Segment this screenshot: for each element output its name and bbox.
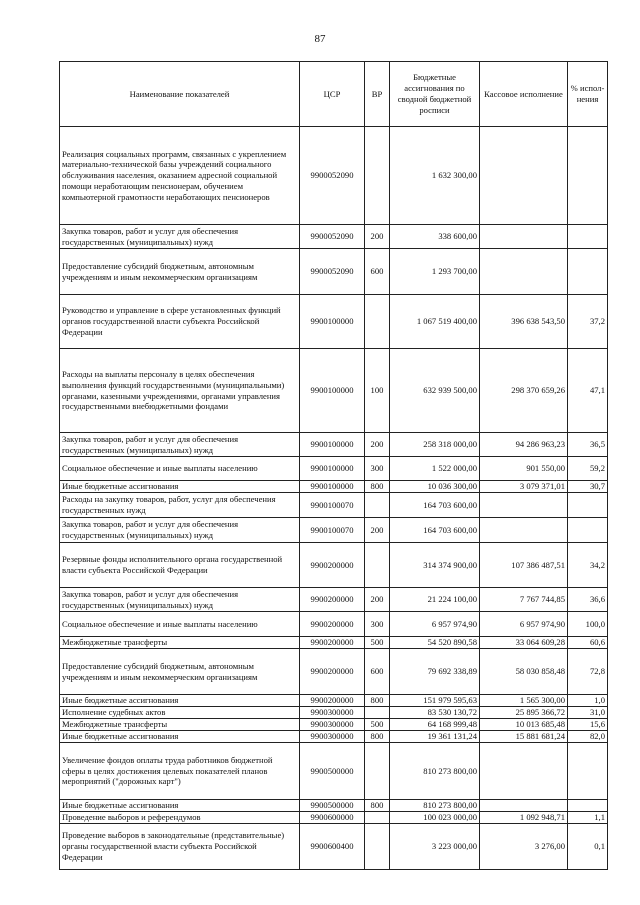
cell-name: Руководство и управление в сфере установленных функций органов государственной власти субъекта Российской Федерации [60, 295, 300, 349]
cell-name: Увеличение фондов оплаты труда работников бюджетной сферы в целях достижения целевых показателей планов мероприятий ("дорожных карт") [60, 743, 300, 800]
cell-csr: 9900500000 [300, 800, 365, 812]
cell-name: Расходы на выплаты персоналу в целях обеспечения выполнения функций государственными (муниципальными) органами, казенными учреждениями, органами управления государственными внебюджетными фондами [60, 349, 300, 433]
cell-percent: 31,0 [568, 707, 608, 719]
cell-csr: 9900200000 [300, 588, 365, 612]
cell-percent: 1,0 [568, 695, 608, 707]
cell-executed: 298 370 659,26 [480, 349, 568, 433]
cell-percent: 37,2 [568, 295, 608, 349]
budget-table [59, 61, 608, 870]
table-header-row [60, 62, 608, 127]
cell-executed [480, 493, 568, 518]
cell-percent: 72,8 [568, 649, 608, 695]
cell-csr: 9900500000 [300, 743, 365, 800]
cell-csr: 9900052090 [300, 225, 365, 249]
cell-csr: 9900052090 [300, 249, 365, 295]
cell-csr: 9900100000 [300, 457, 365, 481]
cell-vr [365, 127, 390, 225]
header-name: Наименование показателей [60, 62, 300, 127]
table-row [60, 249, 608, 295]
cell-csr: 9900200000 [300, 695, 365, 707]
cell-vr: 600 [365, 249, 390, 295]
cell-name: Расходы на закупку товаров, работ, услуг для обеспечения государственных нужд [60, 493, 300, 518]
cell-percent: 34,2 [568, 543, 608, 588]
cell-assigned: 10 036 300,00 [390, 481, 480, 493]
table-row [60, 518, 608, 543]
cell-executed: 15 881 681,24 [480, 731, 568, 743]
cell-executed: 396 638 543,50 [480, 295, 568, 349]
cell-percent: 0,1 [568, 824, 608, 870]
table-row [60, 637, 608, 649]
cell-name: Закупка товаров, работ и услуг для обеспечения государственных (муниципальных) нужд [60, 588, 300, 612]
cell-vr: 800 [365, 731, 390, 743]
cell-name: Закупка товаров, работ и услуг для обеспечения государственных (муниципальных) нужд [60, 518, 300, 543]
cell-executed: 1 092 948,71 [480, 812, 568, 824]
cell-assigned: 54 520 890,58 [390, 637, 480, 649]
cell-assigned: 21 224 100,00 [390, 588, 480, 612]
cell-name: Межбюджетные трансферты [60, 637, 300, 649]
cell-name: Резервные фонды исполнительного органа государственной власти субъекта Российской Федерации [60, 543, 300, 588]
cell-assigned: 258 318 000,00 [390, 433, 480, 457]
cell-percent: 36,6 [568, 588, 608, 612]
cell-assigned: 3 223 000,00 [390, 824, 480, 870]
cell-assigned: 338 600,00 [390, 225, 480, 249]
cell-name: Иные бюджетные ассигнования [60, 731, 300, 743]
cell-csr: 9900600000 [300, 812, 365, 824]
cell-vr: 200 [365, 225, 390, 249]
cell-executed [480, 225, 568, 249]
table-row [60, 707, 608, 719]
cell-assigned: 164 703 600,00 [390, 493, 480, 518]
cell-vr: 200 [365, 588, 390, 612]
cell-executed: 1 565 300,00 [480, 695, 568, 707]
cell-name: Реализация социальных программ, связанных с укреплением материально-технической базы учреждений социального обслуживания населения, оказанием адресной социальной помощи неработающим пенсионерам, обучением компьютерной грамотности неработающих пенсионеров [60, 127, 300, 225]
cell-assigned: 632 939 500,00 [390, 349, 480, 433]
cell-executed [480, 743, 568, 800]
table-row [60, 812, 608, 824]
cell-assigned: 1 522 000,00 [390, 457, 480, 481]
cell-assigned: 79 692 338,89 [390, 649, 480, 695]
cell-assigned: 6 957 974,90 [390, 612, 480, 637]
table-row [60, 743, 608, 800]
cell-vr: 800 [365, 481, 390, 493]
table-row [60, 695, 608, 707]
cell-executed: 33 064 609,28 [480, 637, 568, 649]
cell-csr: 9900100000 [300, 295, 365, 349]
cell-name: Проведение выборов и референдумов [60, 812, 300, 824]
cell-executed: 25 895 366,72 [480, 707, 568, 719]
page-number: 87 [314, 33, 326, 45]
cell-csr: 9900100000 [300, 349, 365, 433]
cell-assigned: 810 273 800,00 [390, 743, 480, 800]
cell-assigned: 810 273 800,00 [390, 800, 480, 812]
cell-assigned: 64 168 999,48 [390, 719, 480, 731]
cell-vr: 200 [365, 518, 390, 543]
table-row [60, 349, 608, 433]
cell-percent: 60,6 [568, 637, 608, 649]
cell-csr: 9900200000 [300, 637, 365, 649]
cell-percent [568, 249, 608, 295]
cell-executed: 6 957 974,90 [480, 612, 568, 637]
cell-csr: 9900100070 [300, 493, 365, 518]
cell-vr: 300 [365, 612, 390, 637]
cell-executed: 94 286 963,23 [480, 433, 568, 457]
cell-csr: 9900200000 [300, 649, 365, 695]
cell-name: Социальное обеспечение и иные выплаты населению [60, 612, 300, 637]
cell-assigned: 19 361 131,24 [390, 731, 480, 743]
header-vr: ВР [365, 62, 390, 127]
cell-csr: 9900200000 [300, 543, 365, 588]
cell-vr: 800 [365, 800, 390, 812]
table-row [60, 543, 608, 588]
cell-executed: 3 079 371,01 [480, 481, 568, 493]
cell-percent [568, 127, 608, 225]
cell-vr [365, 812, 390, 824]
cell-executed: 107 386 487,51 [480, 543, 568, 588]
cell-percent: 59,2 [568, 457, 608, 481]
cell-vr [365, 543, 390, 588]
cell-vr [365, 707, 390, 719]
cell-vr: 300 [365, 457, 390, 481]
cell-name: Закупка товаров, работ и услуг для обеспечения государственных (муниципальных) нужд [60, 225, 300, 249]
cell-name: Предоставление субсидий бюджетным, автономным учреждениям и иным некоммерческим организациям [60, 249, 300, 295]
cell-percent [568, 493, 608, 518]
cell-vr: 100 [365, 349, 390, 433]
table-row [60, 493, 608, 518]
table-row [60, 433, 608, 457]
cell-vr: 500 [365, 719, 390, 731]
header-executed: Кассовое исполнение [480, 62, 568, 127]
cell-assigned: 83 530 130,72 [390, 707, 480, 719]
cell-csr: 9900300000 [300, 707, 365, 719]
cell-percent: 82,0 [568, 731, 608, 743]
table-row [60, 225, 608, 249]
table-row [60, 719, 608, 731]
cell-executed [480, 127, 568, 225]
cell-csr: 9900052090 [300, 127, 365, 225]
cell-assigned: 164 703 600,00 [390, 518, 480, 543]
cell-name: Иные бюджетные ассигнования [60, 481, 300, 493]
cell-percent: 30,7 [568, 481, 608, 493]
header-percent: % испол-нения [568, 62, 608, 127]
cell-csr: 9900100000 [300, 481, 365, 493]
cell-name: Исполнение судебных актов [60, 707, 300, 719]
cell-percent [568, 225, 608, 249]
cell-name: Проведение выборов в законодательные (представительные) органы государственной власти субъекта Российской Федерации [60, 824, 300, 870]
cell-executed [480, 249, 568, 295]
cell-name: Предоставление субсидий бюджетным, автономным учреждениям и иным некоммерческим организациям [60, 649, 300, 695]
cell-executed [480, 518, 568, 543]
cell-assigned: 1 293 700,00 [390, 249, 480, 295]
cell-name: Иные бюджетные ассигнования [60, 800, 300, 812]
cell-executed: 10 013 685,48 [480, 719, 568, 731]
cell-vr: 500 [365, 637, 390, 649]
cell-name: Социальное обеспечение и иные выплаты населению [60, 457, 300, 481]
cell-executed: 7 767 744,85 [480, 588, 568, 612]
cell-percent: 100,0 [568, 612, 608, 637]
cell-vr [365, 493, 390, 518]
cell-percent: 1,1 [568, 812, 608, 824]
cell-percent: 36,5 [568, 433, 608, 457]
cell-executed [480, 800, 568, 812]
cell-csr: 9900100070 [300, 518, 365, 543]
table-row [60, 800, 608, 812]
cell-vr: 600 [365, 649, 390, 695]
cell-csr: 9900100000 [300, 433, 365, 457]
header-assigned: Бюджетные ассигнования по сводной бюджетной росписи [390, 62, 480, 127]
cell-csr: 9900300000 [300, 719, 365, 731]
cell-name: Иные бюджетные ассигнования [60, 695, 300, 707]
table-row [60, 481, 608, 493]
header-csr: ЦСР [300, 62, 365, 127]
cell-executed: 58 030 858,48 [480, 649, 568, 695]
cell-assigned: 151 979 595,63 [390, 695, 480, 707]
cell-executed: 3 276,00 [480, 824, 568, 870]
cell-csr: 9900200000 [300, 612, 365, 637]
cell-vr: 200 [365, 433, 390, 457]
table-row [60, 649, 608, 695]
cell-assigned: 314 374 900,00 [390, 543, 480, 588]
cell-percent: 15,6 [568, 719, 608, 731]
table-row [60, 127, 608, 225]
table-row [60, 295, 608, 349]
table-row [60, 824, 608, 870]
cell-vr [365, 743, 390, 800]
cell-vr [365, 824, 390, 870]
cell-csr: 9900300000 [300, 731, 365, 743]
table-row [60, 612, 608, 637]
cell-name: Закупка товаров, работ и услуг для обеспечения государственных (муниципальных) нужд [60, 433, 300, 457]
cell-csr: 9900600400 [300, 824, 365, 870]
cell-assigned: 1 632 300,00 [390, 127, 480, 225]
table-row [60, 731, 608, 743]
cell-assigned: 1 067 519 400,00 [390, 295, 480, 349]
table-body [60, 127, 608, 870]
cell-name: Межбюджетные трансферты [60, 719, 300, 731]
cell-percent: 47,1 [568, 349, 608, 433]
cell-vr: 800 [365, 695, 390, 707]
table-row [60, 457, 608, 481]
cell-percent [568, 743, 608, 800]
cell-vr [365, 295, 390, 349]
cell-percent [568, 800, 608, 812]
cell-assigned: 100 023 000,00 [390, 812, 480, 824]
cell-percent [568, 518, 608, 543]
table-row [60, 588, 608, 612]
cell-executed: 901 550,00 [480, 457, 568, 481]
